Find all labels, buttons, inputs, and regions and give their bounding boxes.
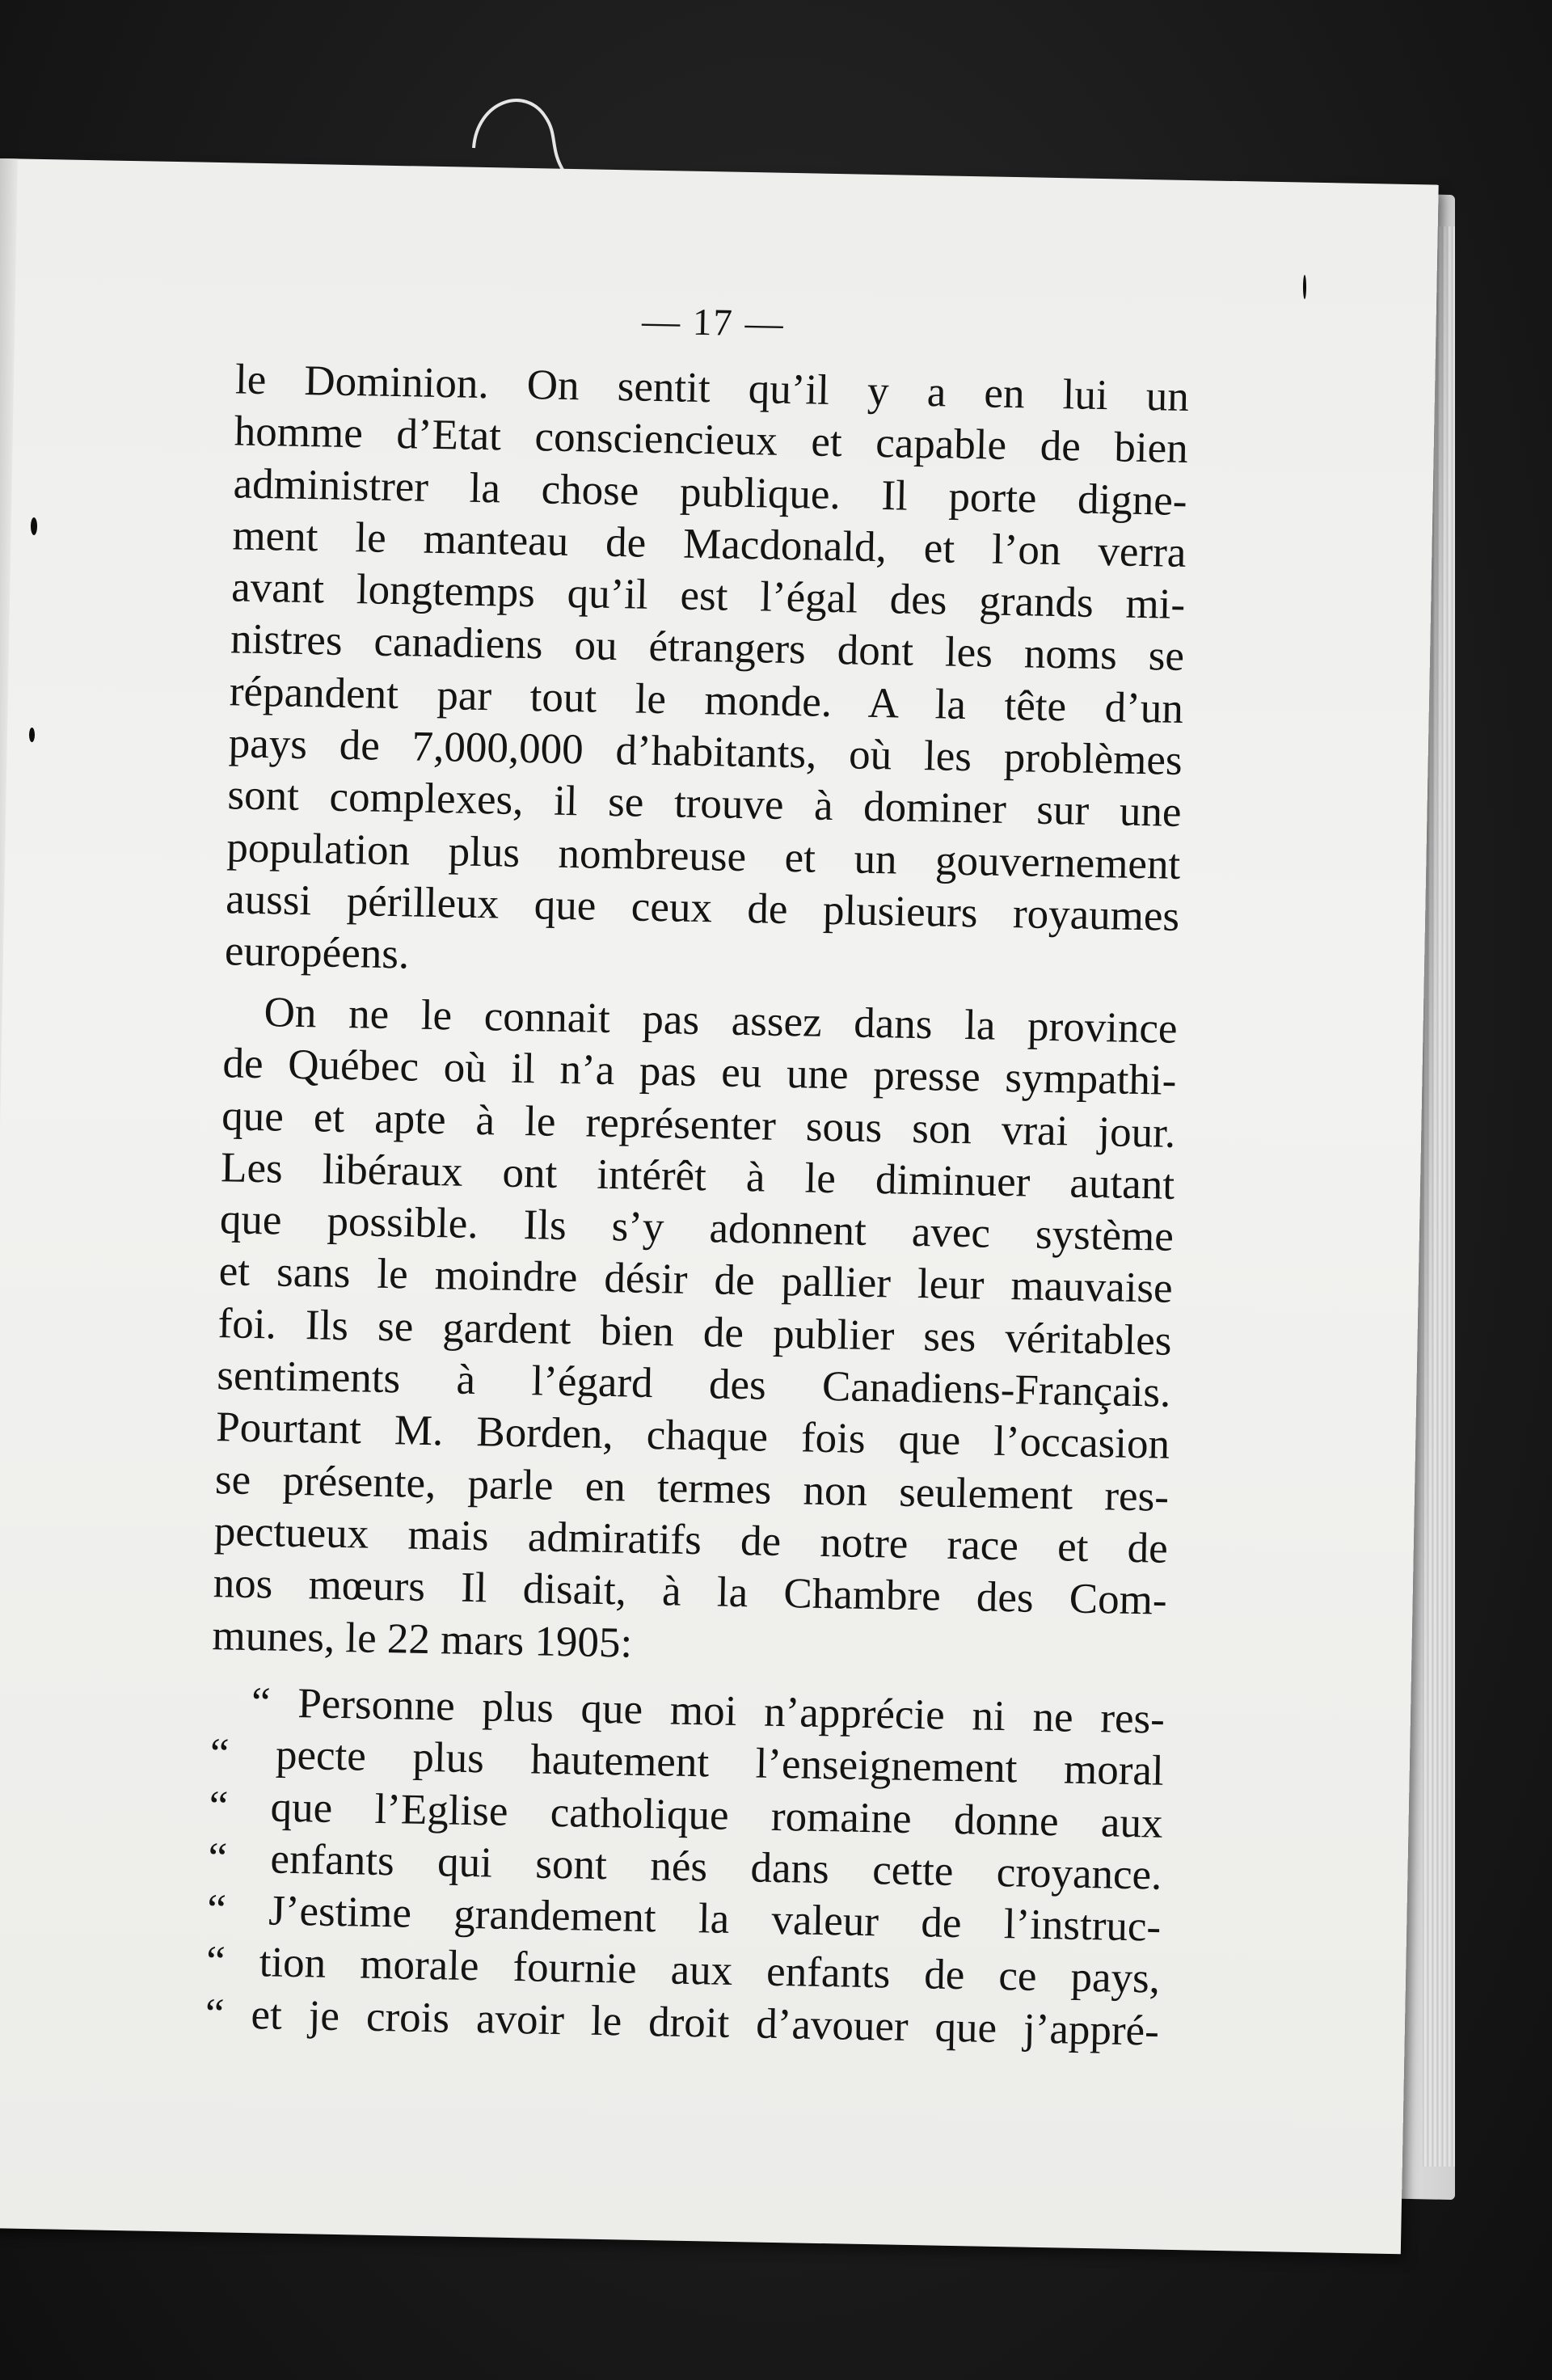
text-line: aussi périlleux que ceux de plusieurs royaumes <box>225 876 1180 940</box>
text-line: homme d’Etat consciencieux et capable de bien <box>234 407 1189 473</box>
text-line: administrer la chose publique. Il porte digne- <box>233 459 1188 525</box>
quote-line: “ et je crois avoir le droit d’avouer que j’appré- <box>205 1990 1160 2055</box>
text-line: ment le manteau de Macdonald, et l’on verra <box>231 512 1187 576</box>
text-line: foi. Ils se gardent bien de publier ses véritables <box>217 1299 1172 1365</box>
quote-line: “ Personne plus que moi n’apprécie ni ne res- <box>251 1679 1166 1743</box>
quote-line: “ J’estime grandement la valeur de l’instruc- <box>206 1886 1162 1951</box>
page-binding-edge <box>0 158 18 2228</box>
text-line: nos mœurs Il disait, à la Chambre des Com- <box>213 1559 1168 1625</box>
text-line: de Québec où il n’a pas eu une presse sympathi- <box>221 1040 1177 1105</box>
quote-line: “ pecte plus hautement l’enseignement moral <box>209 1730 1165 1796</box>
quote-line: “ enfants qui sont nés dans cette croyance. <box>207 1834 1162 1899</box>
paragraph-1 <box>224 353 1189 994</box>
quote-line: “ tion morale fournie aux enfants de ce pays, <box>205 1938 1161 2003</box>
text-line: se présente, parle en termes non seulement res- <box>214 1455 1170 1521</box>
text-line: le Dominion. On sentit qu’il y a en lui un <box>234 356 1190 420</box>
text-line: Les libéraux ont intérêt à le diminuer autant <box>220 1144 1175 1209</box>
page-text <box>205 162 1193 2055</box>
text-line: population plus nombreuse et un gouvernement <box>226 823 1181 888</box>
text-line: nistres canadiens ou étrangers dont les noms se <box>230 615 1185 681</box>
quote-line: “ que l’Eglise catholique romaine donne aux <box>209 1782 1164 1847</box>
text-line: avant longtemps qu’il est l’égal des grands mi- <box>230 563 1186 629</box>
text-line: sentiments à l’égard des Canadiens-Français. <box>216 1352 1171 1416</box>
text-line: que et apte à le représenter sous son vrai jour. <box>221 1091 1176 1157</box>
quotation-block <box>205 1676 1165 2057</box>
text-line: sont complexes, il se trouve à dominer sur une <box>227 771 1182 837</box>
page-number: — 17 — <box>641 300 786 345</box>
text-line: Pourtant M. Borden, chaque fois que l’occasion <box>215 1403 1170 1469</box>
text-line: que possible. Ils s’y adonnent avec système <box>219 1196 1175 1261</box>
text-line: et sans le moindre désir de pallier leur mauvaise <box>218 1247 1174 1313</box>
text-line: pectueux mais admiratifs de notre race et de <box>213 1508 1169 1572</box>
text-line: répandent par tout le monde. A la tête d’un <box>229 668 1184 732</box>
text-line: européens. <box>224 927 410 978</box>
book-page <box>0 158 1439 2254</box>
text-line: pays de 7,000,000 d’habitants, où les problèmes <box>228 719 1183 785</box>
text-line: On ne le connait pas assez dans la province <box>264 989 1179 1053</box>
text-line: munes, le 22 mars 1905: <box>212 1611 633 1667</box>
paragraph-2 <box>212 985 1178 1678</box>
